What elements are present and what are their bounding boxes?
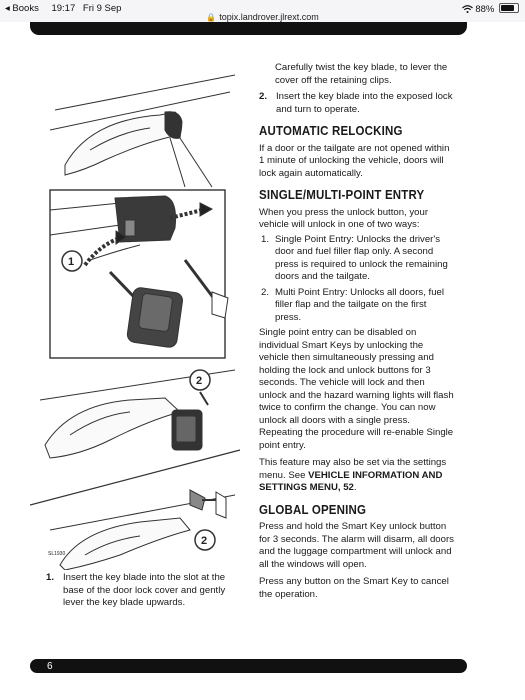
status-right [462, 3, 519, 15]
clock: 19:17 [51, 3, 76, 14]
back-to-books-link[interactable]: ◂ Books [5, 3, 39, 14]
entry-item-text: Multi Point Entry: Unlocks all doors, fuel filler flap and the tailgate on the first press. [275, 286, 445, 323]
settings-menu-link[interactable]: VEHICLE INFORMATION AND SETTINGS MENU, 52 [259, 469, 443, 493]
settings-text-prefix: This feature may also be set via the settings menu. See [259, 457, 447, 481]
page-header-bar [30, 22, 467, 35]
wifi-icon [462, 4, 476, 15]
page-number: 6 [47, 661, 53, 672]
global-text: Press and hold the Smart Key unlock button for 3 seconds. The alarm will disarm, all doors and the luggage compartment will unlock and all the windows will open. [259, 521, 454, 570]
door-handle-illustration [30, 60, 245, 570]
step-1-number: 1. [46, 572, 55, 583]
heading-single-multi-point-entry: SINGLE/MULTI-POINT ENTRY [259, 188, 425, 202]
entry-item-text: Single Point Entry: Unlocks the driver's door and fuel filler flap only. A second press is required to unlock the remaining doors and the tailgate. [275, 233, 448, 282]
step-2 [259, 91, 455, 116]
step-1-text: Insert the key blade into the slot at the base of the door lock cover and gently lever the key blade upwards. [63, 572, 226, 608]
address-bar[interactable] [0, 12, 525, 22]
entry-disable-text: Single point entry can be disabled on individual Smart Keys by unlocking the vehicle then simultaneously pressing and holding the lock and unlock buttons for 3 seconds. The vehicle will lock and then unlock and the hazard warning lights will flash twice to confirm the change. You can now unlock all doors with a single press. Repeating the procedure will re-enable Single point entry. [259, 327, 454, 451]
callout-2a: 2 [196, 375, 203, 387]
entry-intro: When you press the unlock button, your vehicle will unlock in one of two ways: [259, 206, 429, 230]
callout-2b: 2 [201, 535, 208, 547]
entry-item-number: 1. [261, 233, 270, 245]
entry-item [259, 234, 455, 284]
step-2-number: 2. [259, 91, 268, 102]
entry-item [259, 287, 455, 325]
relock-text: If a door or the tailgate are not opened within 1 minute of unlocking the vehicle, doors will lock again automatically. [259, 142, 450, 179]
settings-text-suffix: . [353, 482, 357, 493]
step-2-text: Insert the key blade into the exposed lock and turn to operate. [276, 91, 453, 115]
back-label: Books [12, 3, 39, 14]
url-text: topix.landrover.jlrext.com [219, 12, 319, 22]
continued-text: Carefully twist the key blade, to lever the cover off the retaining clips. [275, 62, 448, 86]
battery-percent: 88% [475, 4, 495, 15]
battery-icon [499, 3, 519, 13]
left-column [46, 572, 241, 614]
step-1 [46, 572, 241, 610]
page-footer-bar [30, 659, 467, 673]
heading-global-opening: GLOBAL OPENING [259, 502, 367, 517]
entry-item-number: 2. [261, 286, 270, 298]
date: Fri 9 Sep [82, 3, 122, 14]
right-column [259, 62, 455, 606]
lock-icon: 🔒 [206, 13, 217, 22]
status-bar [0, 0, 525, 22]
heading-automatic-relocking: AUTOMATIC RELOCKING [259, 124, 403, 138]
callout-1: 1 [68, 256, 75, 268]
figure-code: SL1930 [48, 551, 66, 557]
settings-text [259, 457, 455, 495]
cancel-text: Press any button on the Smart Key to cancel the operation. [259, 576, 449, 600]
